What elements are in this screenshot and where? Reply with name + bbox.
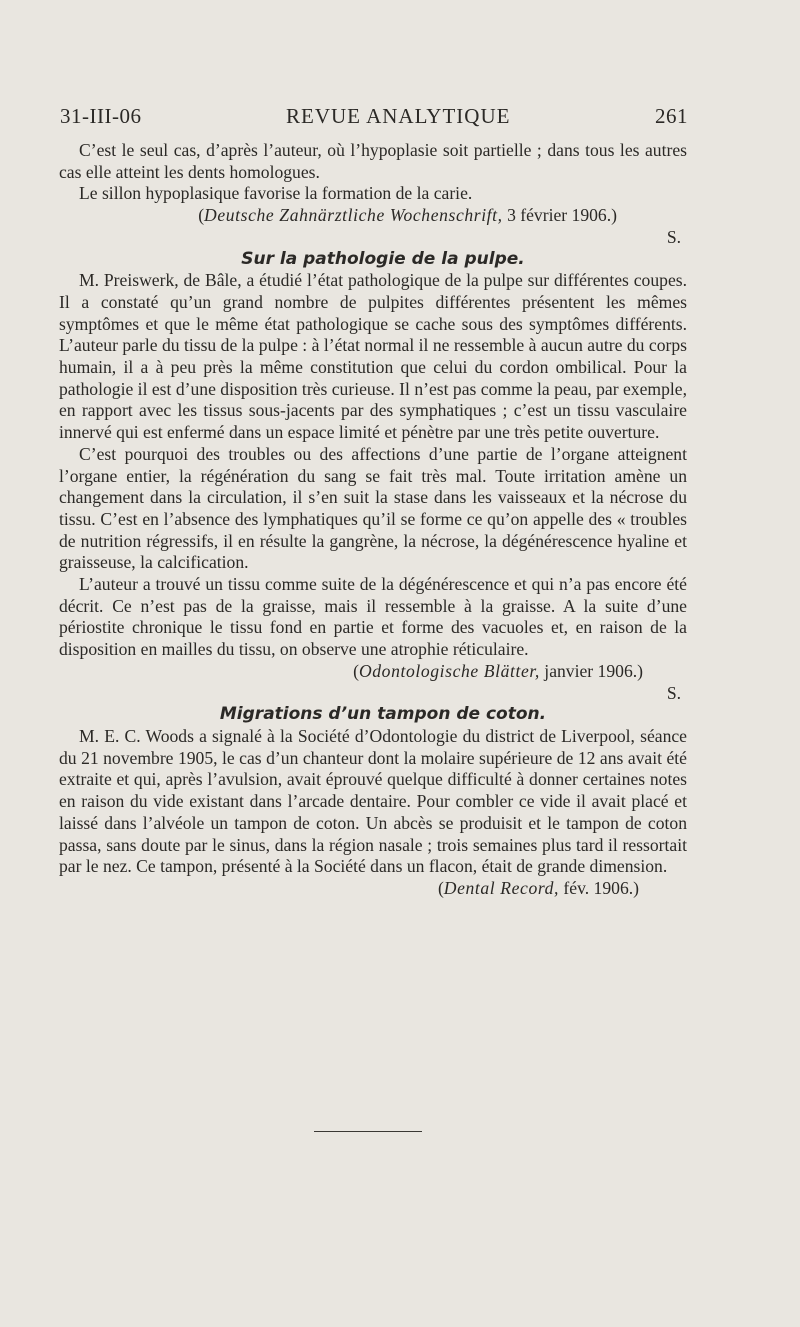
journal-title: REVUE ANALYTIQUE <box>286 104 511 128</box>
section-divider-rule <box>314 1131 422 1132</box>
article1-source-open: ( <box>353 660 359 681</box>
article1-source-title: Odontologische Blätter, <box>358 660 540 681</box>
article0-source-rest: 3 février 1906.) <box>502 205 617 226</box>
page-number: 261 <box>654 104 688 128</box>
running-header <box>60 104 688 129</box>
article2-source-rest: fév. 1906.) <box>559 877 639 898</box>
article0-source-title: Deutsche Zahnärztliche Wochenschrift, <box>204 205 503 226</box>
article1-paragraph-3: L’auteur a trouvé un tissu comme suite de la dégénérescence et qui n’a pas encore été décrit. Ce n’est pas de la graisse, mais il ressemble à la graisse. A la suite d’une périostite chronique le tissu fond en partie et forme des vacuoles et, en raison de la disposition en mailles du tissu, on observe une atrophie réticulaire. <box>59 574 687 660</box>
article2-source-open: ( <box>437 877 444 898</box>
article1-signature: S. <box>666 682 681 703</box>
article2-paragraph-1: M. E. C. Woods a signalé à la Société d’Odontologie du district de Liverpool, séance du 21 novembre 1905, le cas d’un chanteur dont la molaire supérieure de 12 ans avait été extraite et qui, après l’avulsion, avait éprouvé quelque difficulté à donner certaines notes en raison du vide existant dans l’arcade dentaire. Pour combler ce vide il avait placé et laissé dans l’alvéole un tampon de coton. Un abcès se produisit et le tampon de coton passa, sans doute par le sinus, dans la région nasale ; trois semaines plus tard il ressortait par le nez. Ce tampon, présenté à la Société dans un flacon, était de grande dimension. <box>59 725 687 877</box>
article2-source-title: Dental Record, <box>443 877 560 898</box>
article1-paragraph-1: M. Preiswerk, de Bâle, a étudié l’état pathologique de la pulpe sur différentes coupes. Il a constaté qu’un grand nombre de pulpites différentes présentent les mêmes symptômes et que le même état pathologique se cache sous des symptômes différents. L’auteur parle du tissu de la pulpe : à l’état normal il ne ressemble à aucun autre du corps humain, il a à peu près la même constitution que celui du cordon ombilical. Pour la pathologie il est d’une disposition très curieuse. Il n’est pas comme la peau, par exemple, en rapport avec les tissus sous-jacents par des symphatiques ; c’est un tissu vasculaire innervé qui est enfermé dans un espace limité et pénètre par une très petite ouverture. <box>59 270 687 443</box>
article0-paragraph-1: C’est le seul cas, d’après l’auteur, où l’hypoplasie soit partielle ; dans tous les autres cas elle atteint les dents homologues. <box>59 140 687 182</box>
article2-heading: Migrations d’un tampon de coton. <box>219 704 547 725</box>
article1-source-rest: janvier 1906.) <box>539 660 643 681</box>
article0-source <box>59 205 687 227</box>
article2-source <box>59 878 687 900</box>
article0-paragraph-2: Le sillon hypoplasique favorise la formation de la carie. <box>79 183 473 204</box>
page-body <box>59 140 687 900</box>
article1-source <box>59 661 687 683</box>
article0-source-open: ( <box>198 205 205 226</box>
header-date: 31-III-06 <box>60 104 142 128</box>
article0-signature: S. <box>666 226 681 247</box>
article1-heading: Sur la pathologie de la pulpe. <box>241 248 525 269</box>
article1-paragraph-2: C’est pourquoi des troubles ou des affections d’une partie de l’organe atteignent l’organe entier, la régénération du sang se fait très mal. Toute irritation amène un changement dans la circulation, il s’en suit la stase dans les vaisseaux et la nécrose du tissu. C’est en l’absence des lymphatiques qu’il se forme ce qu’on appelle des « troubles de nutrition régressifs, il en résulte la gangrène, la nécrose, la dégénérescence hyaline et graisseuse, la calcification. <box>59 443 687 573</box>
